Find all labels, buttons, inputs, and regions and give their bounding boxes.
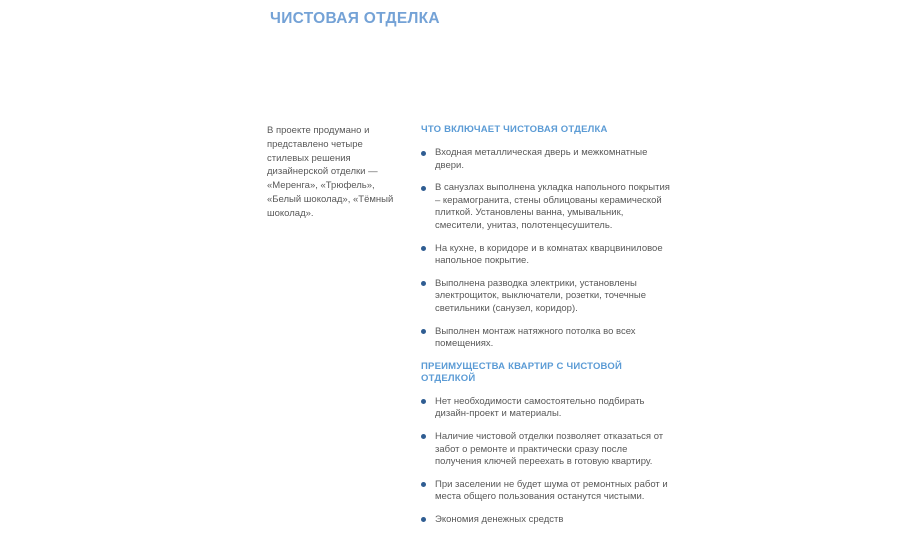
content-column	[421, 124, 675, 536]
section-heading-advantages: ПРЕИМУЩЕСТВА КВАРТИР С ЧИСТОВОЙ ОТДЕЛКОЙ	[421, 360, 622, 384]
list-item	[421, 514, 675, 527]
list-item	[421, 243, 675, 268]
list-item-text: Нет необходимости самостоятельно подбирать дизайн-проект и материалы.	[435, 395, 645, 420]
list-item-text: Выполнена разводка электрики, установлены электрощиток, выключатели, розетки, точечные светильники (санузел, коридор).	[435, 277, 647, 314]
list-item-text: Выполнен монтаж натяжного потолка во всех помещениях.	[435, 325, 636, 350]
bullet-icon	[421, 151, 426, 156]
bullet-icon	[421, 399, 426, 404]
list-item-text: При заселении не будет шума от ремонтных работ и места общего пользования останутся чистыми.	[435, 478, 668, 503]
list-item	[421, 479, 675, 504]
list-item	[421, 182, 675, 232]
list-item	[421, 431, 675, 469]
bullet-icon	[421, 434, 426, 439]
bullet-icon	[421, 482, 426, 487]
list-item	[421, 326, 675, 351]
list-item-text: Наличие чистовой отделки позволяет отказаться от забот о ремонте и практически сразу после получения ключей переехать в готовую квартиру.	[435, 430, 664, 468]
list-item	[421, 147, 675, 172]
bullet-icon	[421, 281, 426, 286]
what-includes-list	[421, 147, 675, 351]
list-item-text: На кухне, в коридоре и в комнатах кварцвиниловое напольное покрытие.	[435, 242, 663, 267]
list-item-text: В санузлах выполнена укладка напольного покрытия – керамогранита, стены облицованы керамической плиткой. Установлены ванна, умывальник, смесители, унитаз, полотенцесушитель.	[435, 182, 670, 231]
intro-paragraph: В проекте продумано и представлено четыре стилевых решения дизайнерской отделки — «Меренга», «Трюфель», «Белый шоколад», «Тёмный шоколад».	[267, 125, 394, 219]
page-title: ЧИСТОВАЯ ОТДЕЛКА	[270, 10, 440, 27]
list-item-text: Входная металлическая дверь и межкомнатные двери.	[435, 147, 648, 171]
bullet-icon	[421, 246, 426, 251]
section-heading-what-includes: ЧТО ВКЛЮЧАЕТ ЧИСТОВАЯ ОТДЕЛКА	[421, 124, 608, 135]
bullet-icon	[421, 517, 426, 522]
list-item	[421, 396, 675, 421]
bullet-icon	[421, 186, 426, 191]
advantages-list	[421, 396, 675, 527]
list-item	[421, 278, 675, 316]
bullet-icon	[421, 329, 426, 334]
list-item-text: Экономия денежных средств	[435, 513, 564, 525]
